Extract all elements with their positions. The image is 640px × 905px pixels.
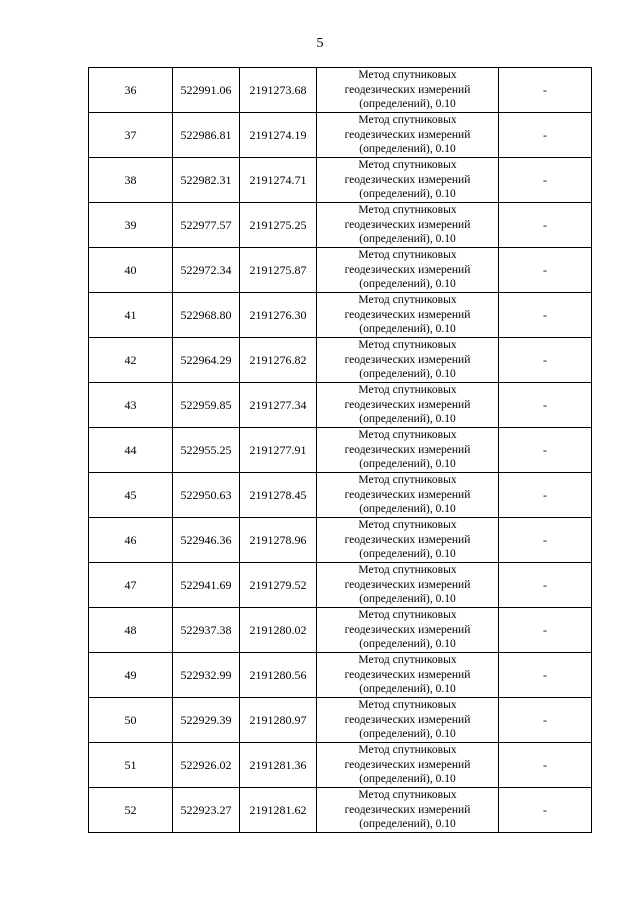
method-line: геодезических измерений: [344, 623, 471, 636]
method-cell: [317, 338, 499, 383]
page-number: 5: [316, 36, 324, 51]
y-coordinate-cell: 2191279.52: [240, 563, 317, 608]
method-line: Метод спутниковых: [358, 339, 457, 352]
method-line: (определений), 0.10: [359, 818, 456, 831]
method-cell: [317, 203, 499, 248]
method-line: (определений), 0.10: [359, 233, 456, 246]
table-row: [89, 293, 592, 338]
y-coordinate-cell: 2191281.62: [240, 788, 317, 833]
y-coordinate-cell: 2191278.96: [240, 518, 317, 563]
point-number-cell: 45: [89, 473, 173, 518]
method-line: геодезических измерений: [344, 758, 471, 771]
method-line: Метод спутниковых: [358, 789, 457, 802]
point-number-cell: 41: [89, 293, 173, 338]
method-line: геодезических измерений: [344, 668, 471, 681]
x-coordinate-cell: 522926.02: [173, 743, 240, 788]
method-line: Метод спутниковых: [358, 654, 457, 667]
method-line: (определений), 0.10: [359, 503, 456, 516]
method-line: (определений), 0.10: [359, 458, 456, 471]
method-line: геодезических измерений: [344, 173, 471, 186]
y-coordinate-cell: 2191275.25: [240, 203, 317, 248]
x-coordinate-cell: 522923.27: [173, 788, 240, 833]
method-line: геодезических измерений: [344, 353, 471, 366]
method-line: Метод спутниковых: [358, 384, 457, 397]
method-line: геодезических измерений: [344, 218, 471, 231]
note-cell: -: [499, 653, 592, 698]
method-line: геодезических измерений: [344, 443, 471, 456]
method-cell: [317, 608, 499, 653]
method-line: Метод спутниковых: [358, 69, 457, 82]
y-coordinate-cell: 2191277.34: [240, 383, 317, 428]
x-coordinate-cell: 522955.25: [173, 428, 240, 473]
method-line: (определений), 0.10: [359, 323, 456, 336]
x-coordinate-cell: 522941.69: [173, 563, 240, 608]
point-number-cell: 44: [89, 428, 173, 473]
table-row: [89, 698, 592, 743]
y-coordinate-cell: 2191280.97: [240, 698, 317, 743]
point-number-cell: 50: [89, 698, 173, 743]
method-cell: [317, 113, 499, 158]
method-line: Метод спутниковых: [358, 699, 457, 712]
point-number-cell: 47: [89, 563, 173, 608]
table-row: [89, 203, 592, 248]
method-line: Метод спутниковых: [358, 429, 457, 442]
method-line: Метод спутниковых: [358, 519, 457, 532]
note-cell: -: [499, 293, 592, 338]
table-row: [89, 383, 592, 428]
method-cell: [317, 563, 499, 608]
y-coordinate-cell: 2191276.30: [240, 293, 317, 338]
method-line: (определений), 0.10: [359, 683, 456, 696]
y-coordinate-cell: 2191278.45: [240, 473, 317, 518]
point-number-cell: 39: [89, 203, 173, 248]
y-coordinate-cell: 2191275.87: [240, 248, 317, 293]
method-cell: [317, 743, 499, 788]
note-cell: -: [499, 68, 592, 113]
table-row: [89, 518, 592, 563]
table-row: [89, 608, 592, 653]
method-line: (определений), 0.10: [359, 593, 456, 606]
method-cell: [317, 383, 499, 428]
method-line: геодезических измерений: [344, 128, 471, 141]
x-coordinate-cell: 522937.38: [173, 608, 240, 653]
method-line: (определений), 0.10: [359, 728, 456, 741]
note-cell: -: [499, 158, 592, 203]
method-line: Метод спутниковых: [358, 474, 457, 487]
note-cell: -: [499, 338, 592, 383]
y-coordinate-cell: 2191280.02: [240, 608, 317, 653]
y-coordinate-cell: 2191280.56: [240, 653, 317, 698]
method-line: (определений), 0.10: [359, 143, 456, 156]
method-line: (определений), 0.10: [359, 413, 456, 426]
note-cell: -: [499, 203, 592, 248]
y-coordinate-cell: 2191276.82: [240, 338, 317, 383]
x-coordinate-cell: 522972.34: [173, 248, 240, 293]
method-cell: [317, 518, 499, 563]
method-cell: [317, 428, 499, 473]
note-cell: -: [499, 698, 592, 743]
point-number-cell: 52: [89, 788, 173, 833]
method-cell: [317, 698, 499, 743]
note-cell: -: [499, 563, 592, 608]
method-line: геодезических измерений: [344, 308, 471, 321]
y-coordinate-cell: 2191273.68: [240, 68, 317, 113]
point-number-cell: 40: [89, 248, 173, 293]
method-line: Метод спутниковых: [358, 564, 457, 577]
x-coordinate-cell: 522932.99: [173, 653, 240, 698]
table-row: [89, 158, 592, 203]
table-row: [89, 788, 592, 833]
x-coordinate-cell: 522991.06: [173, 68, 240, 113]
method-line: (определений), 0.10: [359, 188, 456, 201]
point-number-cell: 36: [89, 68, 173, 113]
table-row: [89, 653, 592, 698]
x-coordinate-cell: 522946.36: [173, 518, 240, 563]
note-cell: -: [499, 743, 592, 788]
x-coordinate-cell: 522977.57: [173, 203, 240, 248]
x-coordinate-cell: 522929.39: [173, 698, 240, 743]
point-number-cell: 51: [89, 743, 173, 788]
method-line: Метод спутниковых: [358, 114, 457, 127]
method-line: Метод спутниковых: [358, 159, 457, 172]
coordinates-table: [88, 67, 592, 833]
y-coordinate-cell: 2191277.91: [240, 428, 317, 473]
method-line: геодезических измерений: [344, 803, 471, 816]
method-line: геодезических измерений: [344, 488, 471, 501]
note-cell: -: [499, 608, 592, 653]
y-coordinate-cell: 2191274.71: [240, 158, 317, 203]
method-line: геодезических измерений: [344, 578, 471, 591]
method-cell: [317, 293, 499, 338]
method-line: геодезических измерений: [344, 713, 471, 726]
method-line: Метод спутниковых: [358, 249, 457, 262]
note-cell: -: [499, 518, 592, 563]
method-line: Метод спутниковых: [358, 204, 457, 217]
method-line: геодезических измерений: [344, 263, 471, 276]
note-cell: -: [499, 383, 592, 428]
note-cell: -: [499, 248, 592, 293]
method-line: геодезических измерений: [344, 533, 471, 546]
table-row: [89, 68, 592, 113]
table-row: [89, 473, 592, 518]
method-line: Метод спутниковых: [358, 609, 457, 622]
table-row: [89, 428, 592, 473]
method-cell: [317, 248, 499, 293]
method-line: (определений), 0.10: [359, 638, 456, 651]
method-cell: [317, 653, 499, 698]
method-cell: [317, 158, 499, 203]
table-row: [89, 743, 592, 788]
method-line: геодезических измерений: [344, 83, 471, 96]
x-coordinate-cell: 522982.31: [173, 158, 240, 203]
note-cell: -: [499, 473, 592, 518]
x-coordinate-cell: 522950.63: [173, 473, 240, 518]
point-number-cell: 42: [89, 338, 173, 383]
point-number-cell: 48: [89, 608, 173, 653]
method-line: (определений), 0.10: [359, 98, 456, 111]
method-line: (определений), 0.10: [359, 548, 456, 561]
point-number-cell: 49: [89, 653, 173, 698]
y-coordinate-cell: 2191274.19: [240, 113, 317, 158]
table-row: [89, 338, 592, 383]
note-cell: -: [499, 428, 592, 473]
method-line: (определений), 0.10: [359, 278, 456, 291]
table-row: [89, 563, 592, 608]
method-cell: [317, 68, 499, 113]
note-cell: -: [499, 788, 592, 833]
table-row: [89, 113, 592, 158]
point-number-cell: 37: [89, 113, 173, 158]
point-number-cell: 43: [89, 383, 173, 428]
x-coordinate-cell: 522968.80: [173, 293, 240, 338]
point-number-cell: 46: [89, 518, 173, 563]
x-coordinate-cell: 522986.81: [173, 113, 240, 158]
method-cell: [317, 473, 499, 518]
method-line: Метод спутниковых: [358, 294, 457, 307]
method-line: Метод спутниковых: [358, 744, 457, 757]
method-cell: [317, 788, 499, 833]
x-coordinate-cell: 522959.85: [173, 383, 240, 428]
method-line: геодезических измерений: [344, 398, 471, 411]
table-row: [89, 248, 592, 293]
method-line: (определений), 0.10: [359, 773, 456, 786]
point-number-cell: 38: [89, 158, 173, 203]
method-line: (определений), 0.10: [359, 368, 456, 381]
x-coordinate-cell: 522964.29: [173, 338, 240, 383]
note-cell: -: [499, 113, 592, 158]
y-coordinate-cell: 2191281.36: [240, 743, 317, 788]
